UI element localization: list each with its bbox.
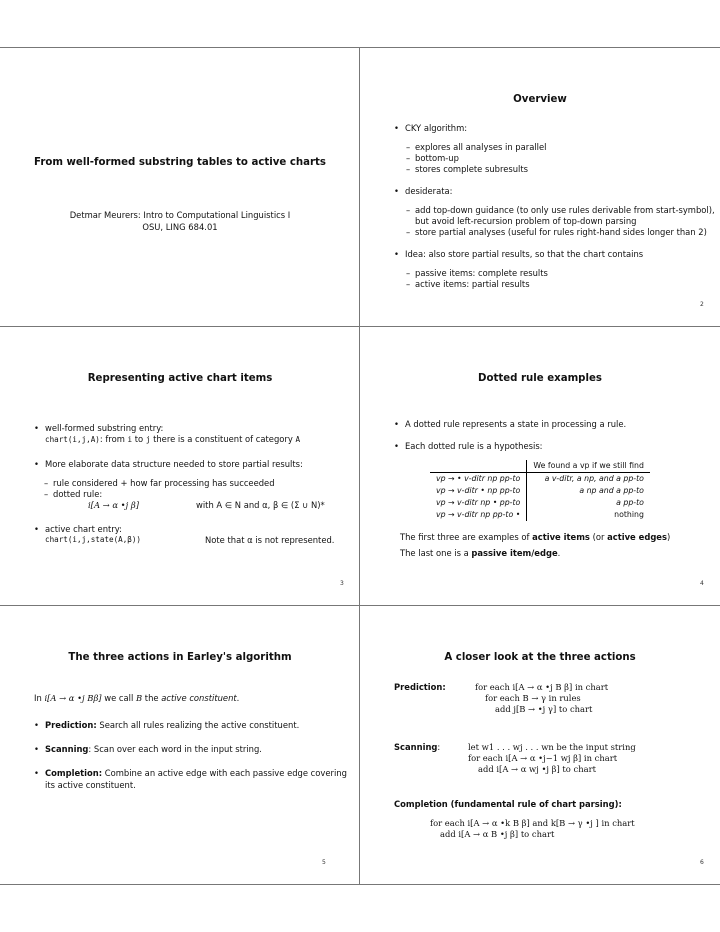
- text: ): [666, 532, 671, 542]
- slide-1-author: Detmar Meurers: Intro to Computational Linguistics I: [69, 210, 291, 220]
- text: :: [437, 742, 441, 752]
- slide-1-course: OSU, LING 684.01: [142, 222, 218, 232]
- page-number: 6: [700, 859, 704, 866]
- active-constituent-intro: [34, 692, 239, 704]
- label-completion: Completion:: [45, 768, 103, 778]
- slide-1: [0, 48, 360, 326]
- completion-line-1: for each i[A → α •k B β] and k[B → γ •j ] in chart: [430, 818, 635, 828]
- bullet-completion: [45, 767, 347, 779]
- bullet-hypothesis: • Each dotted rule is a hypothesis:: [405, 440, 543, 452]
- bullet-prediction: [45, 719, 299, 731]
- table-header-row: [430, 460, 650, 473]
- dotted-rule-formula: i[A → α •j β]: [88, 500, 139, 510]
- slide-3: [0, 327, 360, 605]
- prediction-line-3: add j[B → •j γ] to chart: [495, 704, 593, 714]
- code-j: j: [145, 435, 151, 444]
- code-active-entry: chart(i,j,state(A,β)): [45, 535, 142, 544]
- completion-line-2: add i[A → α B •j β] to chart: [440, 829, 555, 839]
- prediction-line-2: for each B → γ in rules: [485, 693, 581, 703]
- wfst-entry-desc: [45, 433, 300, 445]
- page-number: 3: [340, 580, 344, 587]
- bullet-desiderata: • desiderata:: [405, 185, 452, 197]
- scanning-line-3: add i[A → α wj •j β] to chart: [478, 764, 596, 774]
- symbol-b: B: [135, 693, 143, 703]
- table-row: [430, 473, 650, 486]
- table-row: [430, 485, 650, 497]
- text: The first three are examples of: [400, 532, 533, 542]
- need-cell: a np and a pp-to: [579, 486, 644, 495]
- label-prediction: Prediction:: [45, 720, 97, 730]
- bullet-elaborate: • More elaborate data structure needed to store partial results:: [45, 458, 303, 470]
- bullet-active-entry: • active chart entry:: [45, 523, 122, 535]
- prediction-line-1: for each i[A → α •j B β] in chart: [475, 682, 609, 692]
- dash-bottom-up: – bottom-up: [415, 152, 459, 164]
- term-active-items: active items: [532, 532, 590, 542]
- need-cell: a v-ditr, a np, and a pp-to: [544, 474, 644, 483]
- label-scanning: Scanning: [394, 742, 438, 752]
- dash-rule-considered: – rule considered + how far processing has succeeded: [53, 477, 275, 489]
- text: the: [142, 693, 162, 703]
- term-active-edges: active edges: [607, 532, 667, 542]
- text: : from: [99, 434, 128, 444]
- text: .: [557, 548, 561, 558]
- rule-cell: vp → v-ditr np pp-to •: [430, 509, 527, 521]
- dash-parallel: – explores all analyses in parallel: [415, 141, 546, 153]
- page-number: 2: [700, 301, 704, 308]
- text: there is a constituent of category: [150, 434, 296, 444]
- rule-cell: vp → v-ditr • np pp-to: [430, 485, 527, 497]
- scanning-label: [394, 741, 440, 753]
- dash-partial-analyses: – store partial analyses (useful for rules right-hand sides longer than 2): [415, 226, 707, 238]
- page-number: 5: [322, 859, 326, 866]
- slide-5-title: The three actions in Earley's algorithm: [68, 652, 292, 663]
- active-items-note: [400, 531, 670, 543]
- slide-2-title: Overview: [513, 94, 567, 105]
- text: Combine an active edge with each passive edge covering: [102, 768, 347, 778]
- code-a: A: [295, 435, 301, 444]
- completion-label: Completion (fundamental rule of chart parsing):: [394, 799, 622, 809]
- dotted-item-formula: i[A → α •j Bβ]: [44, 693, 102, 703]
- slide-3-title: Representing active chart items: [87, 373, 273, 384]
- text: Search all rules realizing the active constituent.: [96, 720, 300, 730]
- passive-item-note: [400, 547, 560, 559]
- rule-cell: vp → • v-ditr np pp-to: [430, 473, 527, 486]
- text: In: [34, 693, 45, 703]
- rule-cell: vp → v-ditr np • pp-to: [430, 497, 527, 509]
- need-cell: nothing: [614, 510, 644, 519]
- term-passive-item: passive item/edge: [471, 548, 558, 558]
- text: we call: [101, 693, 136, 703]
- text: (or: [589, 532, 608, 542]
- text: The last one is a: [400, 548, 472, 558]
- table-row: [430, 497, 650, 509]
- label-scanning: Scanning: [45, 744, 89, 754]
- prediction-label: Prediction:: [394, 682, 446, 692]
- slide-4-title: Dotted rule examples: [478, 373, 602, 384]
- slide-1-title: From well-formed substring tables to active charts: [34, 157, 326, 168]
- slide-4: [360, 327, 720, 605]
- code-i: i: [127, 435, 133, 444]
- alpha-note: Note that α is not represented.: [205, 535, 335, 545]
- slide-6: [360, 606, 720, 884]
- text: : Scan over each word in the input string.: [88, 744, 262, 754]
- need-cell: a pp-to: [616, 498, 644, 507]
- term-active-constituent: active constituent: [161, 693, 237, 703]
- page-number: 4: [700, 580, 704, 587]
- table-row: [430, 509, 650, 521]
- text: .: [236, 693, 240, 703]
- table-header: We found a vp if we still find: [527, 460, 650, 473]
- divider-bottom: [0, 884, 720, 885]
- bullet-dotted-rule-state: • A dotted rule represents a state in processing a rule.: [405, 418, 626, 430]
- dash-dotted-rule: – dotted rule:: [53, 488, 102, 500]
- slide-5: [0, 606, 360, 884]
- bullet-scanning: [45, 743, 262, 755]
- dash-complete-subresults: – stores complete subresults: [415, 163, 528, 175]
- table-header-empty: [430, 460, 527, 473]
- completion-cont: its active constituent.: [45, 780, 136, 790]
- dash-top-down: – add top-down guidance (to only use rules derivable from start-symbol),: [415, 204, 715, 216]
- bullet-idea: • Idea: also store partial results, so that the chart contains: [405, 248, 643, 260]
- slide-2: [360, 48, 720, 326]
- scanning-line-2: for each i[A → α •j−1 wj β] in chart: [468, 753, 618, 763]
- dash-active: – active items: partial results: [415, 278, 530, 290]
- slide-6-title: A closer look at the three actions: [444, 652, 636, 663]
- text: to: [132, 434, 146, 444]
- bullet-cky: • CKY algorithm:: [405, 122, 467, 134]
- dotted-rule-domain: with A ∈ N and α, β ∈ (Σ ∪ N)*: [196, 500, 325, 510]
- dotted-rule-table: [430, 460, 650, 521]
- dash-top-down-cont: but avoid left-recursion problem of top-down parsing: [415, 216, 637, 226]
- bullet-wfst-entry: • well-formed substring entry:: [45, 422, 163, 434]
- scanning-line-1: let w1 . . . wj . . . wn be the input string: [468, 742, 636, 752]
- code-chart-ija: chart(i,j,A): [45, 435, 100, 444]
- dash-passive: – passive items: complete results: [415, 267, 548, 279]
